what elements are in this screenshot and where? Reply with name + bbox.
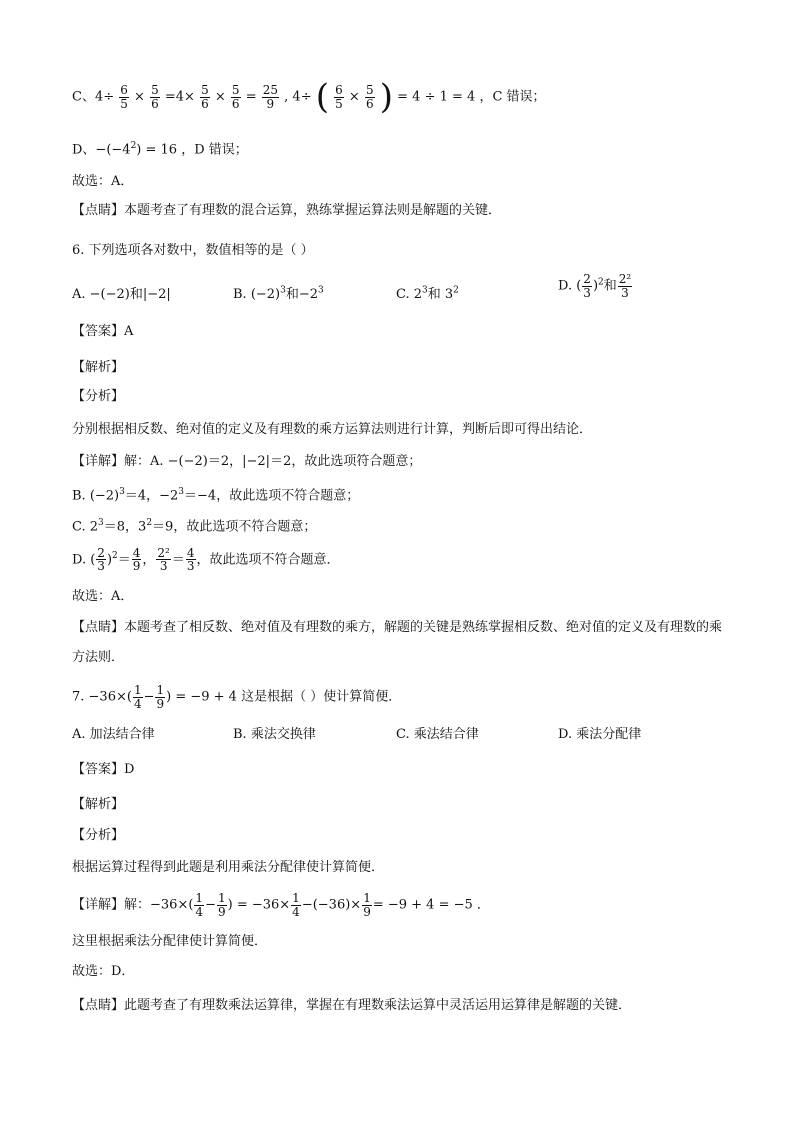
paren: ( [315,77,329,117]
text: ) [592,278,599,294]
exponent: 2 [112,551,118,561]
numerator: 1 [195,891,204,905]
q7-option-d: D. 乘法分配律 [558,727,642,742]
numerator: 6 [335,82,343,97]
text: ， [142,552,156,568]
analysis-header-6: 【解析】 [72,360,125,375]
analysis-text-6: 分别根据相反数、绝对值的定义及有理数的乘方运算法则进行计算，判断后即可得出结论． [72,422,593,437]
text: ＝8，3 [103,519,147,535]
exponent: 3 [422,285,428,296]
text: C. 2 [72,519,99,535]
q7-option-c: C. 乘法结合律 [396,727,479,742]
text: − [143,689,155,705]
denominator: 5 [120,96,128,111]
text: ＝4，−2 [124,488,179,504]
denominator: 6 [151,96,159,111]
paren: ) [379,77,394,117]
fraction [96,547,106,573]
text: ＝−4，故此选项不符合题意； [184,488,360,504]
remark-3 [72,996,631,1016]
fraction [194,892,204,918]
numerator: 1 [133,683,142,697]
fraction [334,84,344,110]
exponent: 3 [178,487,185,497]
denominator: 3 [186,559,195,574]
denominator: 9 [363,904,371,919]
fraction [365,84,375,110]
fraction [231,84,241,110]
numerator: 4 [132,545,141,560]
numerator: 1 [156,683,165,697]
option-d-explanation [72,136,248,160]
exponent: 2 [130,141,137,151]
remark-1 [72,201,501,221]
numerator: 2 [97,545,105,560]
answer-choice-line: 故选：A． [72,589,134,604]
numerator: 1 [292,891,300,905]
numerator: 4 [186,545,195,560]
text: 7. −36×( [72,689,132,705]
exponent: 3 [98,518,104,528]
numerator: 1 [217,891,226,905]
detail-6-c [72,513,316,537]
denominator: 3 [159,559,168,574]
denominator: 3 [621,285,629,300]
denominator: 5 [335,96,343,111]
text: = [245,89,257,105]
analysis-sub-6: 【分析】 [72,389,125,404]
answer-choice-line: 故选：D． [72,964,135,979]
text: 和 [603,278,617,294]
text: C. 2 [396,287,423,302]
detail-6-d [72,546,340,573]
answer-choice-line: 故选：A． [72,174,134,189]
exponent: 3 [318,285,324,296]
text: ) [106,552,113,568]
text: 和−2 [285,287,319,302]
text: D、−(−4 [72,142,131,158]
text: D. ( [558,278,582,294]
numerator: 6 [120,82,128,97]
numerator: 1 [363,891,371,905]
detail-7-text: 这里根据乘法分配律使计算简便． [72,934,268,949]
detail-6-a [72,452,421,472]
text: ＝ [117,552,131,568]
fraction [200,84,210,110]
numerator: 2² [618,272,632,286]
q7-option-a: A. 加法结合律 [72,727,155,742]
text: ，故此选项不符合题意． [196,552,340,568]
text: 此题考查了有理数乘法运算律，掌握在有理数乘法运算中灵活运用运算律是解题的关键． [124,998,632,1013]
fraction [362,892,372,918]
exponent: 3 [119,487,125,497]
exponent: 2 [146,518,153,528]
numerator: 5 [151,82,159,97]
text: = 4 ÷ 1 = 4 ，C 错误； [397,89,546,105]
fraction [156,547,170,573]
text: B. (−2) [72,488,120,504]
fraction [119,84,129,110]
fraction [133,684,143,710]
text: ) = −9 + 4 这是根据（ ）使计算简便． [166,689,402,705]
section-tag: 【点睛】 [72,620,125,635]
option-c-explanation [72,77,546,117]
numerator: 5 [201,82,209,97]
analysis-header-7: 【解析】 [72,797,125,812]
section-tag: 【点睛】 [72,998,125,1013]
text: 本题考查了相反数、绝对值及有理数的乘方，解题的关键是熟练掌握相反数、绝对值的定义及有理数的乘方法则． [72,620,723,665]
denominator: 9 [156,696,165,711]
denominator: 3 [583,285,591,300]
q6-option-d [558,273,633,299]
text: × [134,89,145,105]
text: ＝ [171,552,185,568]
answer-value: A [124,324,134,339]
numerator: 25 [262,82,279,97]
section-tag: 【答案】 [72,762,125,777]
denominator: 3 [97,559,105,574]
text: ) = 16 ，D 错误； [136,142,248,158]
fraction [262,84,279,110]
numerator: 5 [231,82,240,97]
text: C、4÷ [72,89,115,105]
fraction [291,892,301,918]
fraction [217,892,227,918]
text: ) = −36× [227,897,291,913]
section-tag: 【详解】 [72,897,125,913]
q6-option-b [233,283,324,302]
numerator: 5 [365,82,374,97]
section-tag: 【详解】 [72,454,125,469]
denominator: 9 [217,904,226,919]
text: −(−36)× [301,897,362,913]
exponent: 2 [453,285,459,296]
text: × [348,89,360,105]
fraction [150,84,160,110]
analysis-text-7: 根据运算过程得到此题是利用乘法分配律使计算简便． [72,860,385,875]
exponent: 3 [280,285,286,296]
denominator: 6 [365,96,374,111]
fraction [132,547,142,573]
fraction [155,684,165,710]
denominator: 6 [201,96,209,111]
text: 解：−36×( [124,897,194,913]
question-6-title: 6. 下列选项各对数中，数值相等的是（ ） [72,243,314,258]
q6-option-c [396,283,459,302]
text: =4× [164,89,195,105]
text: D. ( [72,552,96,568]
remark-2 [72,613,727,673]
numerator: 2 [583,272,591,286]
text: 解：A. −(−2)＝2，|−2|＝2，故此选项符合题意； [124,454,422,469]
denominator: 4 [195,904,204,919]
section-tag: 【答案】 [72,324,125,339]
denominator: 6 [231,96,240,111]
answer-value: D [124,762,135,777]
text: ＝9，故此选项不符合题意； [152,519,317,535]
text: = −9 + 4 = −5 ． [372,897,490,913]
text: 和 3 [427,287,454,302]
text: 本题考查了有理数的混合运算，熟练掌握运算法则是解题的关键． [124,203,502,218]
analysis-sub-7: 【分析】 [72,828,125,843]
section-tag: 【点睛】 [72,203,125,218]
text: B. (−2) [233,287,281,302]
fraction [186,547,196,573]
text: × [214,89,226,105]
question-7-title [72,684,401,710]
answer-6 [72,322,133,342]
denominator: 9 [132,559,141,574]
numerator: 2² [157,545,170,560]
q7-option-b: B. 乘法交换律 [233,727,316,742]
text: , 4÷ [284,89,312,105]
fraction [582,273,592,299]
exponent: 2 [598,277,604,288]
text: − [205,897,216,913]
denominator: 9 [266,96,275,111]
q6-option-a: A. −(−2)和|−2| [72,287,171,302]
fraction [618,273,632,299]
detail-7 [72,892,490,918]
detail-6-b [72,482,359,506]
denominator: 4 [292,904,300,919]
denominator: 4 [133,696,142,711]
answer-7 [72,760,134,780]
